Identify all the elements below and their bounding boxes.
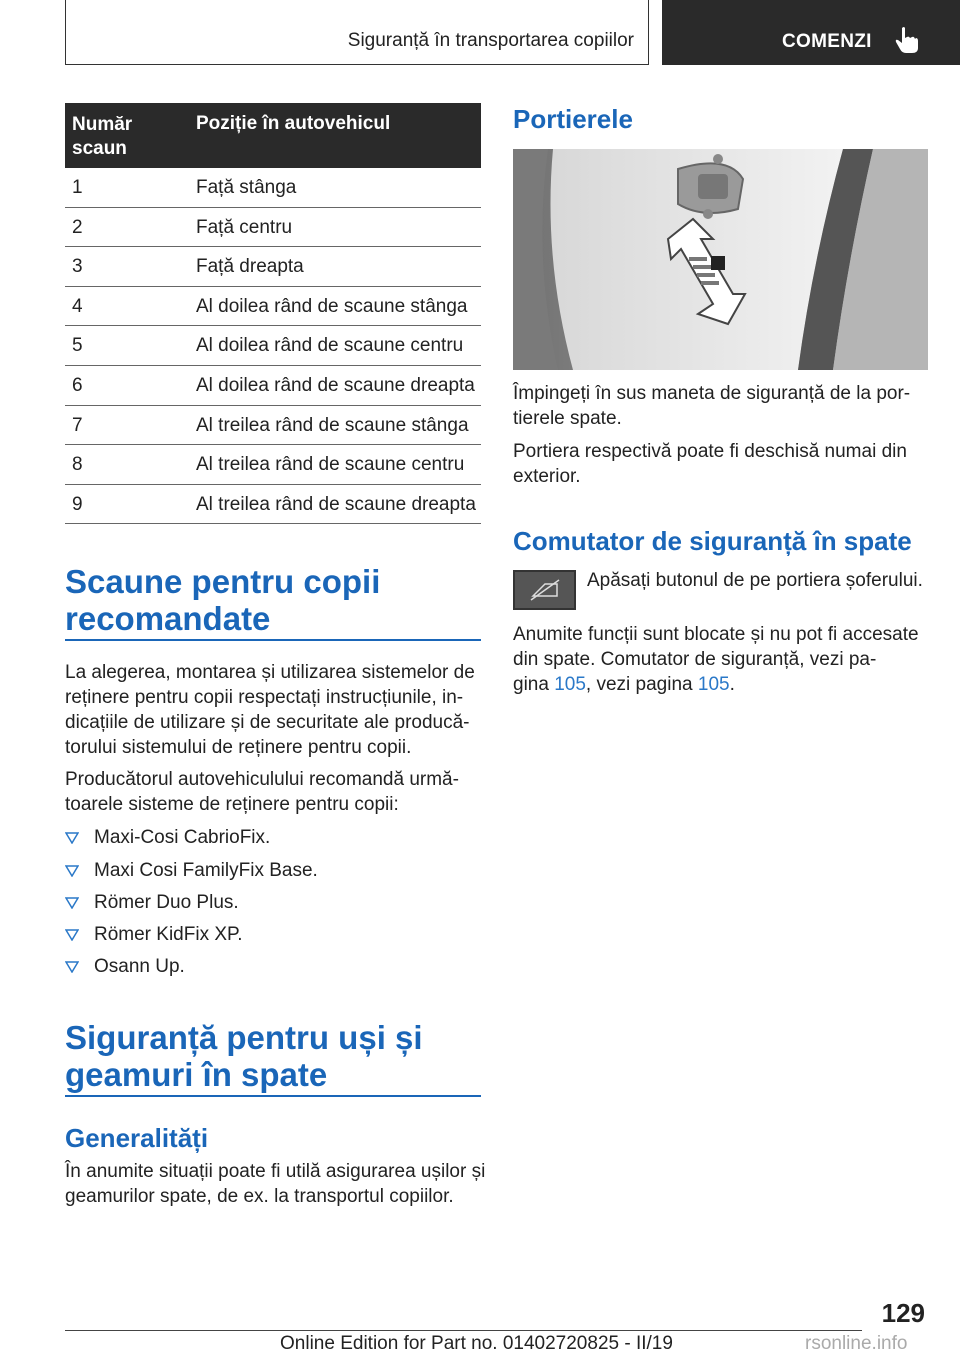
list-item-text: Osann Up.: [94, 956, 185, 977]
text-fragment: gina: [513, 674, 555, 695]
text-line: exterior.: [513, 466, 581, 487]
text-line: dicațiile de utilizare și de securitate ale producă-: [65, 712, 470, 733]
tab-comenzi-label: COMENZI: [782, 31, 872, 52]
table-row: [65, 247, 481, 287]
seat-position-cell: Al doilea rând de scaune dreapta: [196, 374, 475, 396]
seat-number-table: [65, 103, 481, 524]
seat-number-cell: 4: [72, 295, 83, 317]
table-header: [65, 103, 481, 168]
table-row: [65, 287, 481, 327]
text-line: [513, 672, 919, 697]
page-number: 129: [881, 1298, 925, 1328]
header-tab[interactable]: [662, 0, 960, 65]
list-item-text: Römer Duo Plus.: [94, 892, 239, 913]
text-fragment: , vezi pagina: [585, 674, 698, 695]
triangle-bullet-icon: [65, 832, 79, 844]
recommended-intro-paragraph: [65, 660, 475, 760]
table-row: [65, 326, 481, 366]
text-line: reținere pentru copii respectați instrucțiunile, in-: [65, 687, 464, 708]
text-line: tierele spate.: [513, 408, 622, 429]
list-item-text: Maxi Cosi FamilyFix Base.: [94, 860, 318, 881]
table-row: [65, 208, 481, 248]
text-line: La alegerea, montarea și utilizarea sistemelor de: [65, 662, 475, 683]
seat-position-cell: Al doilea rând de scaune centru: [196, 335, 464, 357]
seat-number-cell: 2: [72, 216, 83, 238]
text-line: Anumite funcții sunt blocate și nu pot fi accesate: [513, 624, 919, 645]
table-row: [65, 168, 481, 208]
rear-switch-instruction: Apăsați butonul de pe portiera șoferului.: [587, 570, 923, 591]
table-row: [65, 445, 481, 485]
heading-rule: [65, 1095, 481, 1097]
rear-switch-paragraph: [513, 622, 919, 697]
triangle-bullet-icon: [65, 897, 79, 909]
footer-rule: [65, 1330, 862, 1331]
triangle-bullet-icon: [65, 961, 79, 973]
heading-recommended-seats: [65, 563, 380, 637]
seat-position-cell: Față centru: [196, 216, 293, 238]
seat-position-cell: Al treilea rând de scaune stânga: [196, 414, 469, 436]
seat-position-cell: Al treilea rând de scaune dreapta: [196, 493, 476, 515]
triangle-bullet-icon: [65, 865, 79, 877]
page-link-105[interactable]: 105: [554, 674, 586, 695]
text-line: Împingeți în sus maneta de siguranță de la por-: [513, 383, 911, 404]
triangle-bullet-icon: [65, 929, 79, 941]
subheading-general: Generalități: [65, 1123, 209, 1153]
text-line: torului sistemului de reținere pentru copii.: [65, 737, 412, 758]
column-header-seat-number: Număr scaun: [72, 114, 133, 159]
seat-number-cell: 6: [72, 374, 83, 396]
seat-position-cell: Al doilea rând de scaune stânga: [196, 295, 468, 317]
seat-number-cell: 5: [72, 335, 83, 357]
column-header-position: Poziție în autovehicul: [196, 113, 391, 134]
seat-number-cell: 8: [72, 454, 83, 476]
seat-position-cell: Al treilea rând de scaune centru: [196, 454, 465, 476]
text-line: În anumite situații poate fi utilă asigurarea ușilor și: [65, 1161, 486, 1182]
seat-number-cell: 9: [72, 493, 83, 515]
seat-number-cell: 7: [72, 414, 83, 436]
heading-doors: Portierele: [513, 104, 633, 134]
general-paragraph: [65, 1159, 485, 1209]
table-row: [65, 406, 481, 446]
text-line: Portiera respectivă poate fi deschisă numai din: [513, 441, 907, 462]
seat-position-cell: Față stânga: [196, 177, 297, 198]
text-fragment: .: [729, 674, 735, 695]
seat-number-cell: 1: [72, 177, 83, 198]
list-item-text: Maxi-Cosi CabrioFix.: [94, 827, 271, 848]
window-lock-button-icon: [513, 570, 576, 610]
list-item-text: Römer KidFix XP.: [94, 924, 243, 945]
footer-edition: Online Edition for Part no. 01402720825 - II/19: [280, 1333, 673, 1354]
seat-number-cell: 3: [72, 256, 83, 278]
seat-position-cell: Față dreapta: [196, 256, 304, 278]
heading-rule: [65, 639, 481, 641]
footer-watermark: rsonline.info: [805, 1333, 908, 1354]
door-child-lock-illustration: [513, 149, 928, 370]
table-row: [65, 366, 481, 406]
text-line: din spate. Comutator de siguranță, vezi pa-: [513, 649, 877, 670]
text-line: toarele sisteme de reținere pentru copii:: [65, 794, 399, 815]
page-link-105[interactable]: 105: [697, 674, 730, 695]
heading-line: recomandate: [65, 600, 271, 637]
recommended-list-intro: [65, 767, 459, 817]
window-lock-symbol: [515, 572, 574, 608]
heading-line: Siguranță pentru uși și: [65, 1019, 423, 1056]
text-line: geamurilor spate, de ex. la transportul copiilor.: [65, 1186, 454, 1207]
section-title: Siguranță în transportarea copiilor: [347, 30, 634, 51]
door-child-lock-photo: [513, 149, 928, 370]
header-section-box: [65, 0, 649, 65]
heading-rear-safety-switch: Comutator de siguranță în spate: [513, 526, 912, 556]
doors-info-paragraph: [513, 439, 907, 489]
table-row: [65, 485, 481, 525]
heading-line: Scaune pentru copii: [65, 563, 381, 600]
heading-door-window-safety: [65, 1019, 423, 1093]
pointing-hand-icon: [894, 26, 920, 54]
doors-instruction-paragraph: [513, 381, 910, 431]
heading-line: geamuri în spate: [65, 1056, 328, 1093]
text-line: Producătorul autovehiculului recomandă urmă-: [65, 769, 459, 790]
